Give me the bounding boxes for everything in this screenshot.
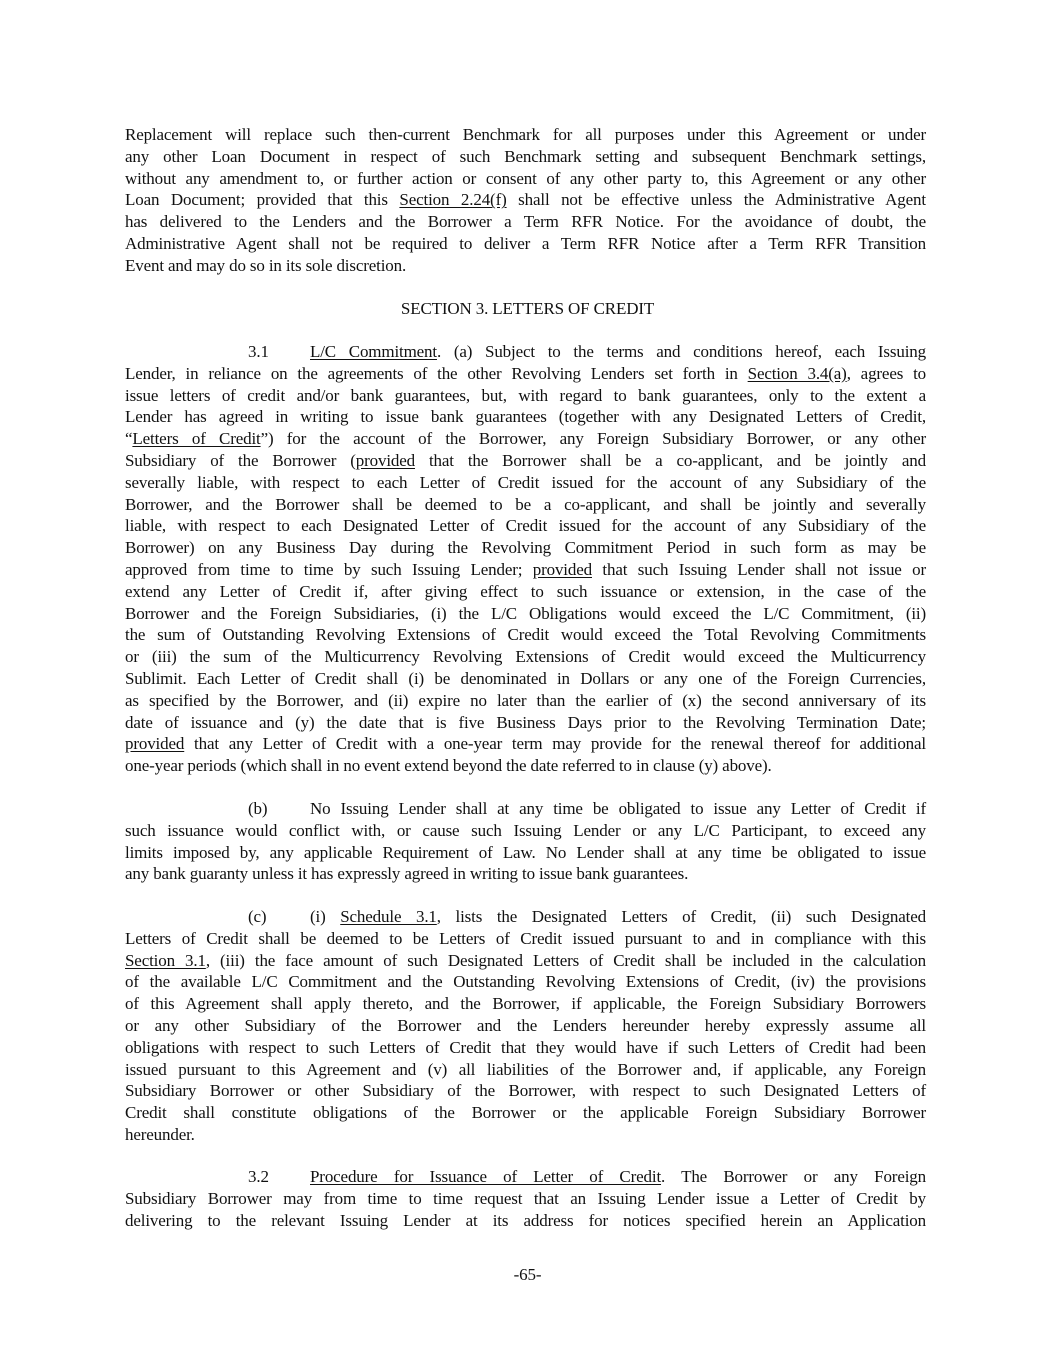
text-segment: Borrower, and the Borrower shall be deemed to be a co-applicant, and shall be jointly and severally [125,494,926,514]
text-segment: Lender, in reliance on the agreements of the other Revolving Lenders set forth in [125,363,748,383]
section-number: (b) [248,799,268,818]
paragraph-benchmark-continuation [125,124,926,277]
text-segment: obligations with respect to such Letters of Credit that they would have if such Letters of Credit had been [125,1037,926,1057]
text-line [125,255,926,277]
text-line [125,906,926,928]
text-segment: ”) for the account of the Borrower, any Foreign Subsidiary Borrower, or any other [260,429,926,449]
text-segment: or any other Subsidiary of the Borrower and the Lenders hereunder hereby expressly assume all [125,1015,926,1035]
defined-term-reference: provided [125,734,185,754]
text-line [125,1188,926,1210]
text-line [125,646,926,668]
text-segment: Subsidiary Borrower may from time to time request that an Issuing Lender issue a Letter of Credit by [125,1188,926,1208]
defined-term-reference: Section 3.1 [125,950,206,970]
text-line [125,798,926,820]
text-segment: date of issuance and (y) the date that is five Business Days prior to the Revolving Termination Date; [125,712,926,732]
text-line [125,1166,926,1188]
text-line [125,406,926,428]
text-segment: has delivered to the Lenders and the Borrower a Term RFR Notice. For the avoidance of doubt, the [125,212,926,232]
text-segment: . (a) Subject to the terms and conditions hereof, each Issuing [436,342,926,361]
text-segment: Subsidiary of the Borrower ( [125,450,356,470]
text-line [125,842,926,864]
text-line [125,863,926,885]
text-line [125,515,926,537]
text-segment: the sum of Outstanding Revolving Extensions of Credit would exceed the Total Revolving Commitments [125,625,926,645]
text-line [125,450,926,472]
text-segment: “ [125,429,133,449]
text-line [125,1210,926,1232]
defined-term-reference: Schedule 3.1 [340,907,437,926]
text-line [125,993,926,1015]
text-segment: severally liable, with respect to each Letter of Credit issued for the account of any Subsidiary of the [125,472,926,492]
text-segment: that the Borrower shall be a co-applicant, and be jointly and [415,450,926,470]
text-segment: approved from time to time by such Issuing Lender; [125,559,533,579]
section-heading: SECTION 3. LETTERS OF CREDIT [400,299,655,318]
text-line [125,820,926,842]
text-segment: shall not be effective unless the Administrative Agent [506,190,926,210]
text-segment: issue letters of credit and/or bank guarantees, but, with regard to bank guarantees, only to the extent a [125,385,926,405]
text-line [125,712,926,734]
text-line [125,494,926,516]
section-number: (c) [248,907,267,926]
text-line [125,189,926,211]
text-segment: (i) [310,907,341,926]
text-line [125,1015,926,1037]
text-line [125,950,926,972]
text-segment: Credit shall constitute obligations of the Borrower or the applicable Foreign Subsidiary Borrower [125,1103,926,1123]
text-segment: or (iii) the sum of the Multicurrency Revolving Extensions of Credit would exceed the Multicurrency [125,647,926,667]
section-number: 3.2 [248,1167,269,1186]
text-segment: , lists the Designated Letters of Credit, (ii) such Designated [436,907,926,926]
text-line [125,124,926,146]
text-segment: extend any Letter of Credit if, after giving effect to such issuance or extension, in the case of the [125,581,926,601]
text-line [125,211,926,233]
text-segment: Lender has agreed in writing to issue bank guarantees (together with any Designated Letters of Credit, [125,407,926,427]
text-segment: Event and may do so in its sole discretion. [125,255,407,275]
defined-term-reference: provided [355,450,415,470]
text-line [125,971,926,993]
text-segment: hereunder. [125,1124,195,1144]
text-segment: , (iii) the face amount of such Designated Letters of Credit shall be included in the calculation [205,950,926,970]
text-segment: Borrower and the Foreign Subsidiaries, (i) the L/C Obligations would exceed the L/C Commitment, (ii) [125,603,926,623]
text-line [125,363,926,385]
text-line [125,146,926,168]
text-segment: of this Agreement shall apply thereto, and the Borrower, if applicable, the Foreign Subsidiary Borrowers [125,994,926,1014]
text-line [125,624,926,646]
section-number: 3.1 [248,342,269,361]
text-segment: that any Letter of Credit with a one-year term may provide for the renewal thereof for additional [184,734,926,754]
text-segment: without any amendment to, or further action or consent of any other party to, this Agreement or any other [125,168,926,188]
text-segment: . The Borrower or any Foreign [661,1167,926,1186]
text-line [125,928,926,950]
text-line [125,1037,926,1059]
text-line [125,1102,926,1124]
defined-term-reference: L/C Commitment [310,342,437,361]
text-line [125,472,926,494]
text-segment: No Issuing Lender shall at any time be obligated to issue any Letter of Credit if [310,799,926,818]
defined-term-reference: Letters of Credit [132,429,261,449]
text-segment: delivering to the relevant Issuing Lender at its address for notices specified herein an Application [125,1210,926,1230]
text-segment: that such Issuing Lender shall not issue or [591,559,927,579]
text-line [125,1124,926,1146]
text-segment: any bank guaranty unless it has expressly agreed in writing to issue bank guarantees. [125,864,689,884]
text-line [125,603,926,625]
text-segment: any other Loan Document in respect of such Benchmark setting and subsequent Benchmark settings, [125,146,926,166]
text-line [125,755,926,777]
text-segment: issued pursuant to this Agreement and (v) all liabilities of the Borrower and, if applicable, any Foreign [125,1059,926,1079]
text-line [125,559,926,581]
page-number: -65- [513,1265,542,1284]
defined-term-reference: Procedure for Issuance of Letter of Credit [310,1167,662,1186]
text-segment: Sublimit. Each Letter of Credit shall (i) be denominated in Dollars or any one of the Foreign Currencies, [125,668,926,688]
defined-term-reference: Section 3.4(a) [747,363,847,383]
text-segment: Replacement will replace such then-current Benchmark for all purposes under this Agreement or under [125,125,926,144]
text-line [125,385,926,407]
text-segment: , agrees to [846,363,926,383]
text-line [125,581,926,603]
text-line [125,1059,926,1081]
text-segment: of the available L/C Commitment and the Outstanding Revolving Extensions of Credit, (iv) the provisions [125,972,926,992]
text-segment: one-year periods (which shall in no event extend beyond the date referred to in clause (y) above). [125,756,772,776]
text-segment: limits imposed by, any applicable Requirement of Law. No Lender shall at any time be obligated to issue [125,842,926,862]
defined-term-reference: provided [532,559,592,579]
text-segment: Loan Document; provided that this [125,190,400,210]
text-line [125,537,926,559]
text-segment: Administrative Agent shall not be required to deliver a Term RFR Notice after a Term RFR Transition [125,233,926,253]
text-segment: such issuance would conflict with, or cause such Issuing Lender or any L/C Participant, to exceed any [125,820,926,840]
paragraph-section-3-2 [125,1166,926,1231]
text-line [125,428,926,450]
text-line [125,733,926,755]
text-segment: as specified by the Borrower, and (ii) expire no later than the earlier of (x) the second anniversary of its [125,690,926,710]
paragraph-section-3-1-c [125,906,926,1146]
text-line [125,341,926,363]
text-line [125,233,926,255]
text-segment: liable, with respect to each Designated Letter of Credit issued for the account of any Subsidiary of the [125,516,926,536]
text-segment: Letters of Credit shall be deemed to be Letters of Credit issued pursuant to and in compliance with this [125,928,926,948]
text-line [125,168,926,190]
defined-term-reference: Section 2.24(f) [399,190,507,210]
text-segment: Borrower) on any Business Day during the Revolving Commitment Period in such form as may be [125,538,926,558]
paragraph-section-3-1 [125,341,926,777]
text-line [125,1080,926,1102]
text-segment: Subsidiary Borrower or other Subsidiary of the Borrower, with respect to such Designated Letters of [125,1081,926,1101]
paragraph-section-3-1-b [125,798,926,885]
text-line [125,668,926,690]
text-line [125,690,926,712]
